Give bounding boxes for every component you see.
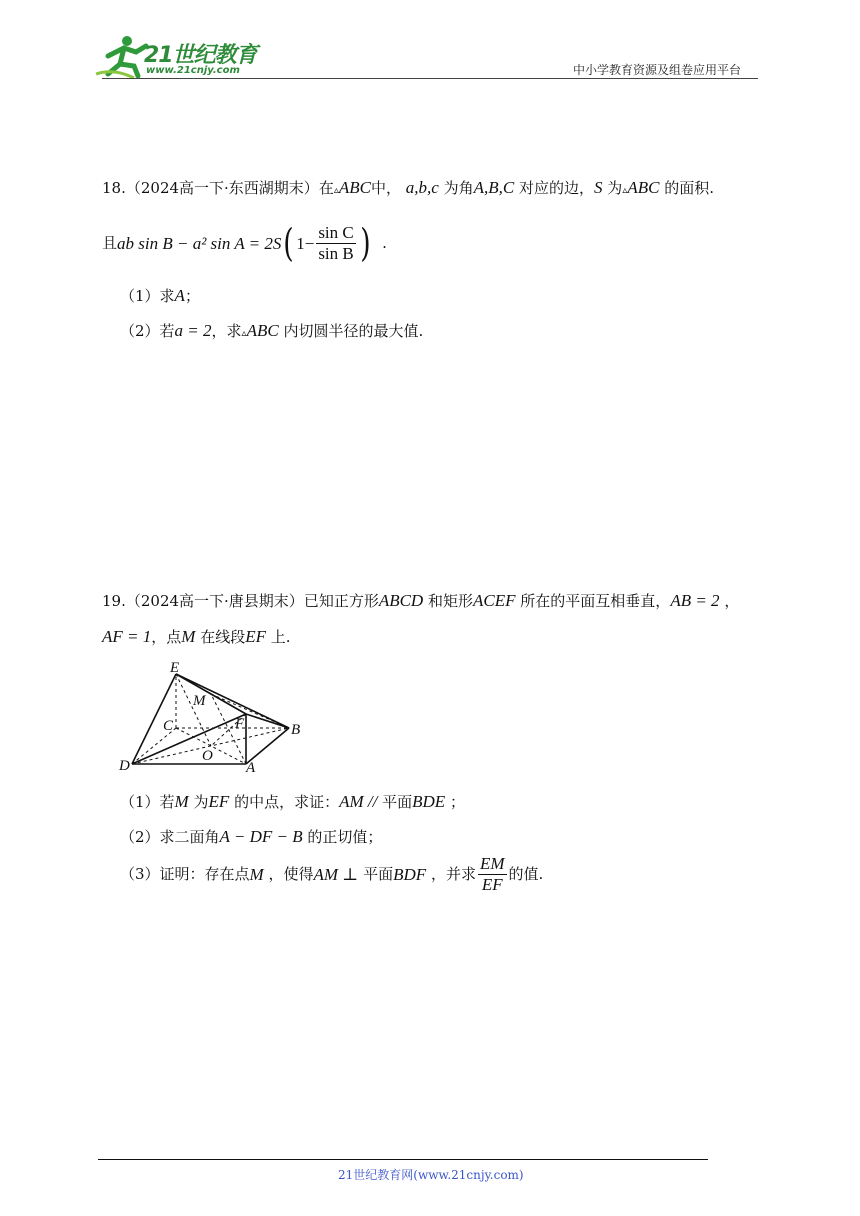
header-rule xyxy=(102,78,758,79)
q18-part2: （2）若a = 2，求▵ABC 内切圆半径的最大值. xyxy=(120,321,424,340)
footer-rule xyxy=(98,1159,708,1160)
q19-statement-line1: 19.（2024高一下·唐县期末）已知正方形ABCD 和矩形ACEF 所在的平面互相垂直，AB = 2 ， xyxy=(102,591,740,610)
label-C: C xyxy=(163,718,174,734)
label-D: D xyxy=(119,758,130,774)
geometry-figure xyxy=(115,658,315,778)
edge-FB xyxy=(246,714,289,728)
edge-MB xyxy=(211,694,289,728)
label-F: F xyxy=(235,716,245,732)
q19-part1: （1）若M 为EF 的中点，求证：AM // 平面BDE ； xyxy=(120,792,465,811)
label-A: A xyxy=(246,760,256,776)
edge-DF xyxy=(132,714,246,764)
platform-label: 中小学教育资源及组卷应用平台 xyxy=(573,63,742,77)
label-E: E xyxy=(170,660,180,676)
q19-part3: （3）证明：存在点 M ，使得 AM ⊥ 平面 BDF ，并求 $\frac{EM}{EF}$ 的值. xyxy=(120,853,544,894)
q19-statement-line2: AF = 1，点M 在线段EF 上. xyxy=(102,627,291,646)
q18-part1: （1）求A； xyxy=(120,286,200,305)
q18-condition: 且 ab sin B − a² sin A = 2S ( 1− $\frac{\text{sin C}}{\text{sin B}}$ ) . xyxy=(102,221,387,265)
logo-main-text: 21世纪教育 xyxy=(144,43,257,68)
label-M: M xyxy=(193,693,206,709)
q19-part2: （2）求二面角A − DF − B 的正切值； xyxy=(120,827,383,846)
logo-url-text: www.21cnjy.com xyxy=(146,65,240,76)
label-B: B xyxy=(291,722,301,738)
footer-text[interactable]: 21世纪教育网(www.21cnjy.com) xyxy=(338,1168,524,1182)
header-logo xyxy=(94,34,264,80)
label-O: O xyxy=(202,748,213,764)
q18-statement: 18.（2024高一下·东西湖期末）在▵ABC中， a,b,c 为角A,B,C 对应的边，S 为▵ABC 的面积. xyxy=(102,178,715,197)
